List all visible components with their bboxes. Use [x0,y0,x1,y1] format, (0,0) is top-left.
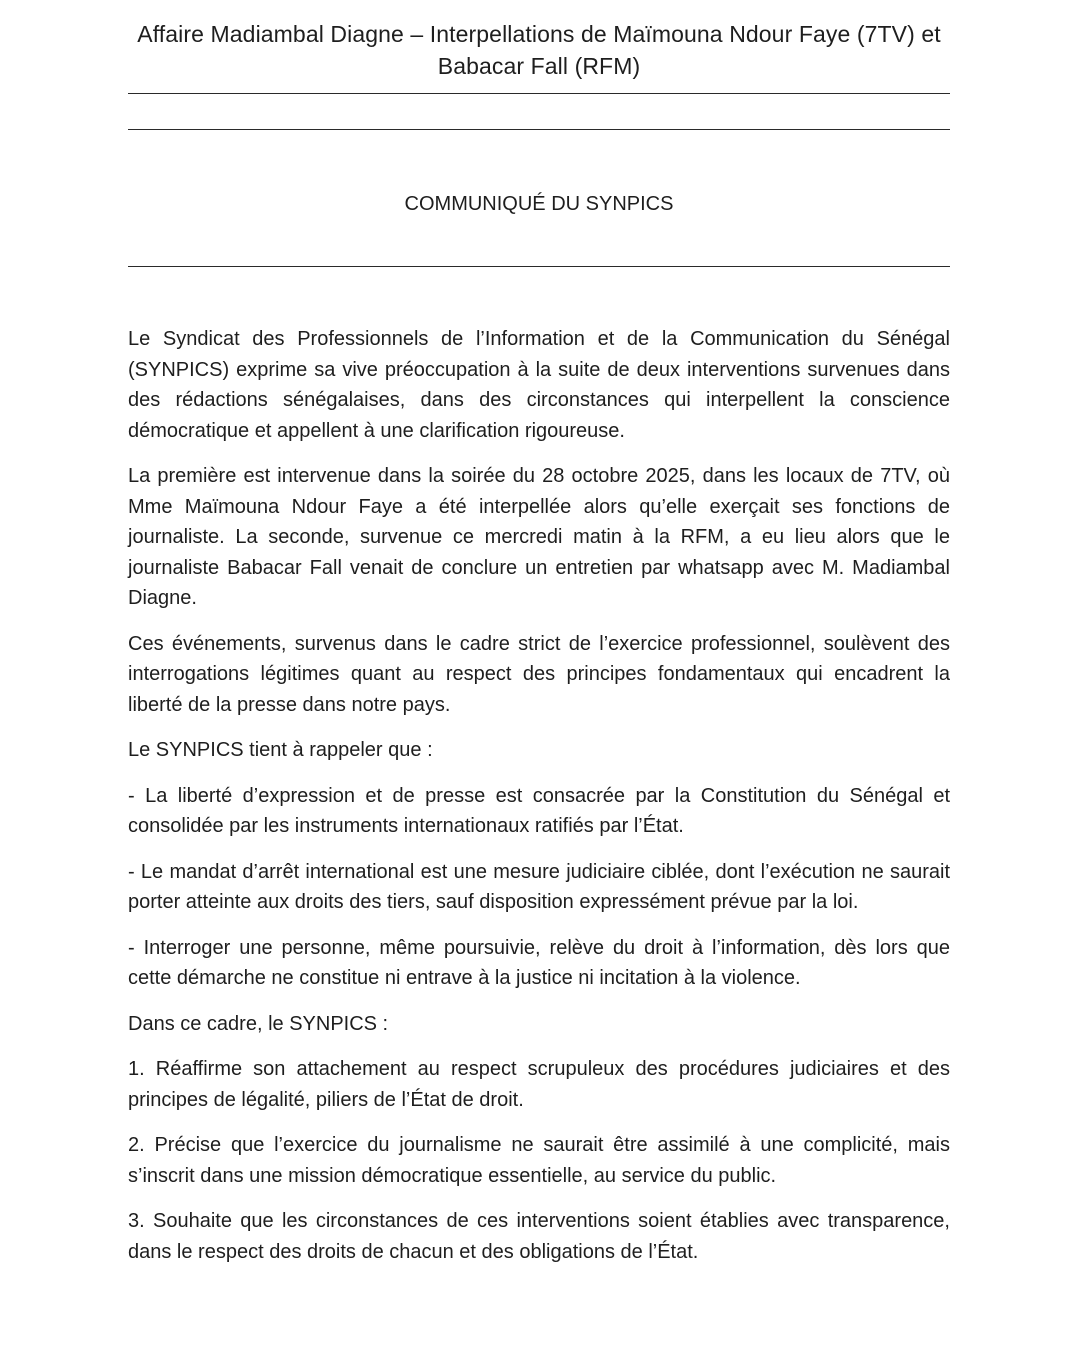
paragraph-position-lead: Dans ce cadre, le SYNPICS : [128,1012,389,1035]
reminder-item-3: - Interroger une personne, même poursuivie, relève du droit à l’information, dès lors que cette démarche ne constitue ni entrave à la justice ni incitation à la violence. [128,936,950,989]
paragraph-intro: Le Syndicat des Professionnels de l’Information et de la Communication du Sénégal (SYNPICS) exprime sa vive préoccupation à la suite de deux interventions survenues dans des rédactions sénégalaises, dans des circonstances qui interpellent la conscience démocratique et appellent à une clarification rigoureuse. [128,328,950,442]
reminder-item-2: - Le mandat d’arrêt international est une mesure judiciaire ciblée, dont l’exécution ne saurait porter atteinte aux droits des tiers, sauf disposition expressément prévue par la loi. [128,860,950,913]
reminder-item-1: - La liberté d’expression et de presse est consacrée par la Constitution du Sénégal et consolidée par les instruments internationaux ratifiés par l’État. [128,784,950,837]
communique-heading: COMMUNIQUÉ DU SYNPICS [404,193,674,215]
heading-underline-rule [128,266,950,267]
document-title: Affaire Madiambal Diagne – Interpellations de Maïmouna Ndour Faye (7TV) et Babacar Fall (RFM) [137,21,941,79]
position-item-3: 3. Souhaite que les circonstances de ces interventions soient établies avec transparence, dans le respect des droits de chacun et des obligations de l’État. [128,1210,950,1263]
title-underline-rule [128,93,950,94]
position-item-1: 1. Réaffirme son attachement au respect scrupuleux des procédures judiciaires et des principes de légalité, piliers de l’État de droit. [128,1058,950,1111]
paragraph-reminder-lead: Le SYNPICS tient à rappeler que : [128,739,433,761]
separator-rule [128,129,950,130]
paragraph-facts: La première est intervenue dans la soirée du 28 octobre 2025, dans les locaux de 7TV, où Mme Maïmouna Ndour Faye a été interpellée alors qu’elle exerçait ses fonctions de journaliste. La seconde, survenue ce mercredi matin à la RFM, a eu lieu alors que le journaliste Babacar Fall venait de conclure un entretien par whatsapp avec M. Madiambal Diagne. [128,465,950,609]
position-item-2: 2. Précise que l’exercice du journalisme ne saurait être assimilé à une complicité, mais s’inscrit dans une mission démocratique essentielle, au service du public. [128,1134,950,1187]
paragraph-concerns: Ces événements, survenus dans le cadre strict de l’exercice professionnel, soulèvent des interrogations légitimes quant au respect des principes fondamentaux qui encadrent la liberté de la presse dans notre pays. [128,632,950,716]
communique-body [128,324,950,1282]
